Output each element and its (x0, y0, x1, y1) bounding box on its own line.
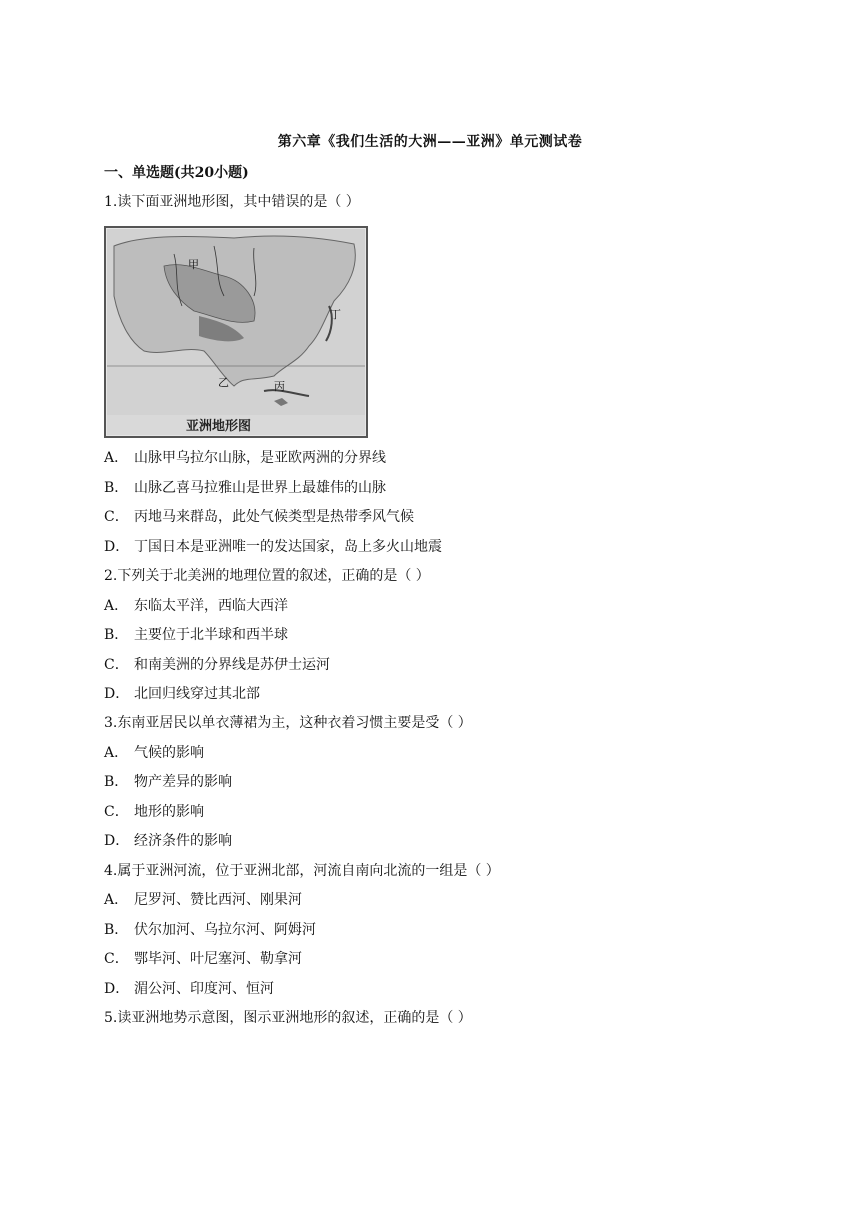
map-caption: 亚洲地形图 (186, 419, 252, 434)
q4-option-b: B． 伏尔加河、乌拉尔河、阿姆河 (104, 922, 316, 938)
q1-option-b: B． 山脉乙喜马拉雅山是世界上最雄伟的山脉 (104, 480, 386, 496)
q1-option-d: D． 丁国日本是亚洲唯一的发达国家，岛上多火山地震 (104, 539, 442, 555)
q3-option-a: A． 气候的影响 (104, 745, 204, 761)
q2-option-c: C． 和南美洲的分界线是苏伊士运河 (104, 657, 330, 673)
q1-option-a: A． 山脉甲乌拉尔山脉，是亚欧两洲的分界线 (104, 450, 386, 466)
section-heading: 一、单选题(共20小题) (104, 165, 249, 181)
q3-option-c: C． 地形的影响 (104, 804, 204, 820)
map-label-yi: 乙 (218, 376, 229, 389)
q2-option-a: A． 东临太平洋，西临大西洋 (104, 598, 288, 614)
asia-terrain-map (104, 226, 368, 438)
q2-option-b: B． 主要位于北半球和西半球 (104, 627, 288, 643)
q4-option-c: C． 鄂毕河、叶尼塞河、勒拿河 (104, 951, 302, 967)
question-3-stem: 3.东南亚居民以单衣薄裙为主，这种衣着习惯主要是受（ ） (104, 715, 472, 731)
question-5-stem: 5.读亚洲地势示意图，图示亚洲地形的叙述，正确的是（ ） (104, 1010, 472, 1026)
page-title: 第六章《我们生活的大洲——亚洲》单元测试卷 (277, 134, 583, 150)
q1-option-c: C． 丙地马来群岛，此处气候类型是热带季风气候 (104, 509, 414, 525)
map-label-bing: 丙 (274, 380, 285, 393)
map-label-jia: 甲 (188, 258, 199, 271)
question-1-stem: 1.读下面亚洲地形图，其中错误的是（ ） (104, 194, 360, 210)
q4-option-d: D． 湄公河、印度河、恒河 (104, 981, 274, 997)
question-2-stem: 2.下列关于北美洲的地理位置的叙述，正确的是（ ） (104, 568, 430, 584)
q4-option-a: A． 尼罗河、赞比西河、刚果河 (104, 892, 302, 908)
map-label-ding: 丁 (330, 308, 341, 321)
q2-option-d: D． 北回归线穿过其北部 (104, 686, 260, 702)
question-4-stem: 4.属于亚洲河流，位于亚洲北部，河流自南向北流的一组是（ ） (104, 863, 500, 879)
q3-option-b: B． 物产差异的影响 (104, 774, 232, 790)
q3-option-d: D． 经济条件的影响 (104, 833, 232, 849)
